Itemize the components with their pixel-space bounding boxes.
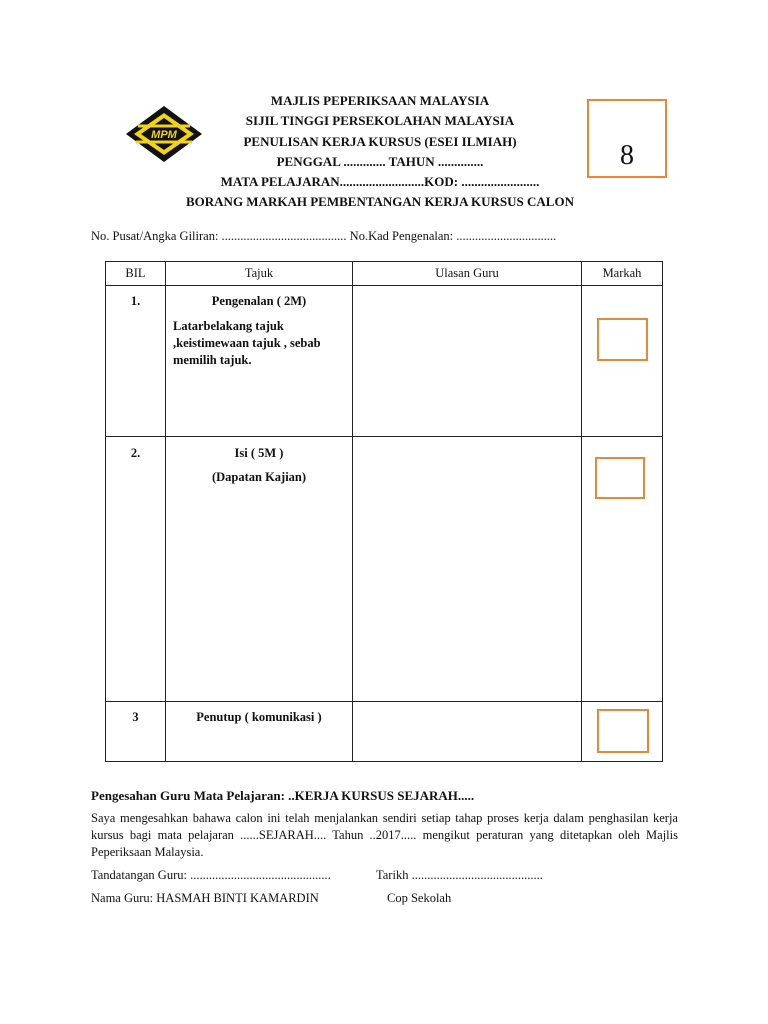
header-line-2: SIJIL TINGGI PERSEKOLAHAN MALAYSIA xyxy=(245,113,515,129)
confirmation-paragraph: Saya mengesahkan bahawa calon ini telah menjalankan sendiri setiap tahap proses kerja dalam penghasilan kerja kursus bagi mata pelajaran ......SEJARAH.... Tahun ..2017..... mengikut peraturan yang ditetapkan oleh Majlis Peperiksaan Malaysia. xyxy=(91,811,678,859)
col-header-ulasan: Ulasan Guru xyxy=(435,266,499,280)
col-header-bil: BIL xyxy=(125,266,146,280)
row-1-title: Pengenalan ( 2M) xyxy=(211,294,307,308)
row-1-desc: Latarbelakang tajuk ,keistimewaan tajuk , sebab memilih tajuk. xyxy=(173,319,321,367)
row-2-title: Isi ( 5M ) xyxy=(234,446,284,460)
row-1-bil: 1. xyxy=(130,294,141,308)
school-stamp-label: Cop Sekolah xyxy=(387,891,452,905)
row-2-bil: 2. xyxy=(130,446,141,460)
row-3-title: Penutup ( komunikasi ) xyxy=(196,710,322,724)
teacher-name: Nama Guru: HASMAH BINTI KAMARDIN xyxy=(91,891,319,905)
row-2-desc: (Dapatan Kajian) xyxy=(211,470,307,484)
row-2-mark-box[interactable] xyxy=(595,457,645,499)
confirmation-heading: Pengesahan Guru Mata Pelajaran: ..KERJA KURSUS SEJARAH..... xyxy=(91,788,475,803)
row-3-mark-box[interactable] xyxy=(597,709,649,753)
header-line-4: PENGGAL ............. TAHUN .............. xyxy=(276,153,484,169)
header-line-3: PENULISAN KERJA KURSUS (ESEI ILMIAH) xyxy=(243,133,517,149)
row-1-mark-box[interactable] xyxy=(597,318,648,361)
header-line-1: MAJLIS PEPERIKSAAN MALAYSIA xyxy=(270,93,490,108)
form-title: BORANG MARKAH PEMBENTANGAN KERJA KURSUS CALON xyxy=(186,194,574,210)
row-3-bil: 3 xyxy=(132,710,139,724)
total-score-value: 8 xyxy=(620,140,634,171)
signature-line: Tandatangan Guru: ............................................. xyxy=(91,868,331,882)
col-header-markah: Markah xyxy=(602,266,642,280)
logo-text: MPM xyxy=(151,129,177,141)
candidate-info-line: No. Pusat/Angka Giliran: ........................................ No.Kad Pengenalan: ................................ xyxy=(91,229,557,243)
header-line-5: MATA PELAJARAN..........................KOD: ........................ xyxy=(220,174,540,190)
date-line: Tarikh .......................................... xyxy=(376,868,543,882)
total-score-box xyxy=(587,99,667,178)
marks-table xyxy=(105,261,663,762)
form-header xyxy=(170,91,590,213)
col-header-tajuk: Tajuk xyxy=(244,266,274,280)
